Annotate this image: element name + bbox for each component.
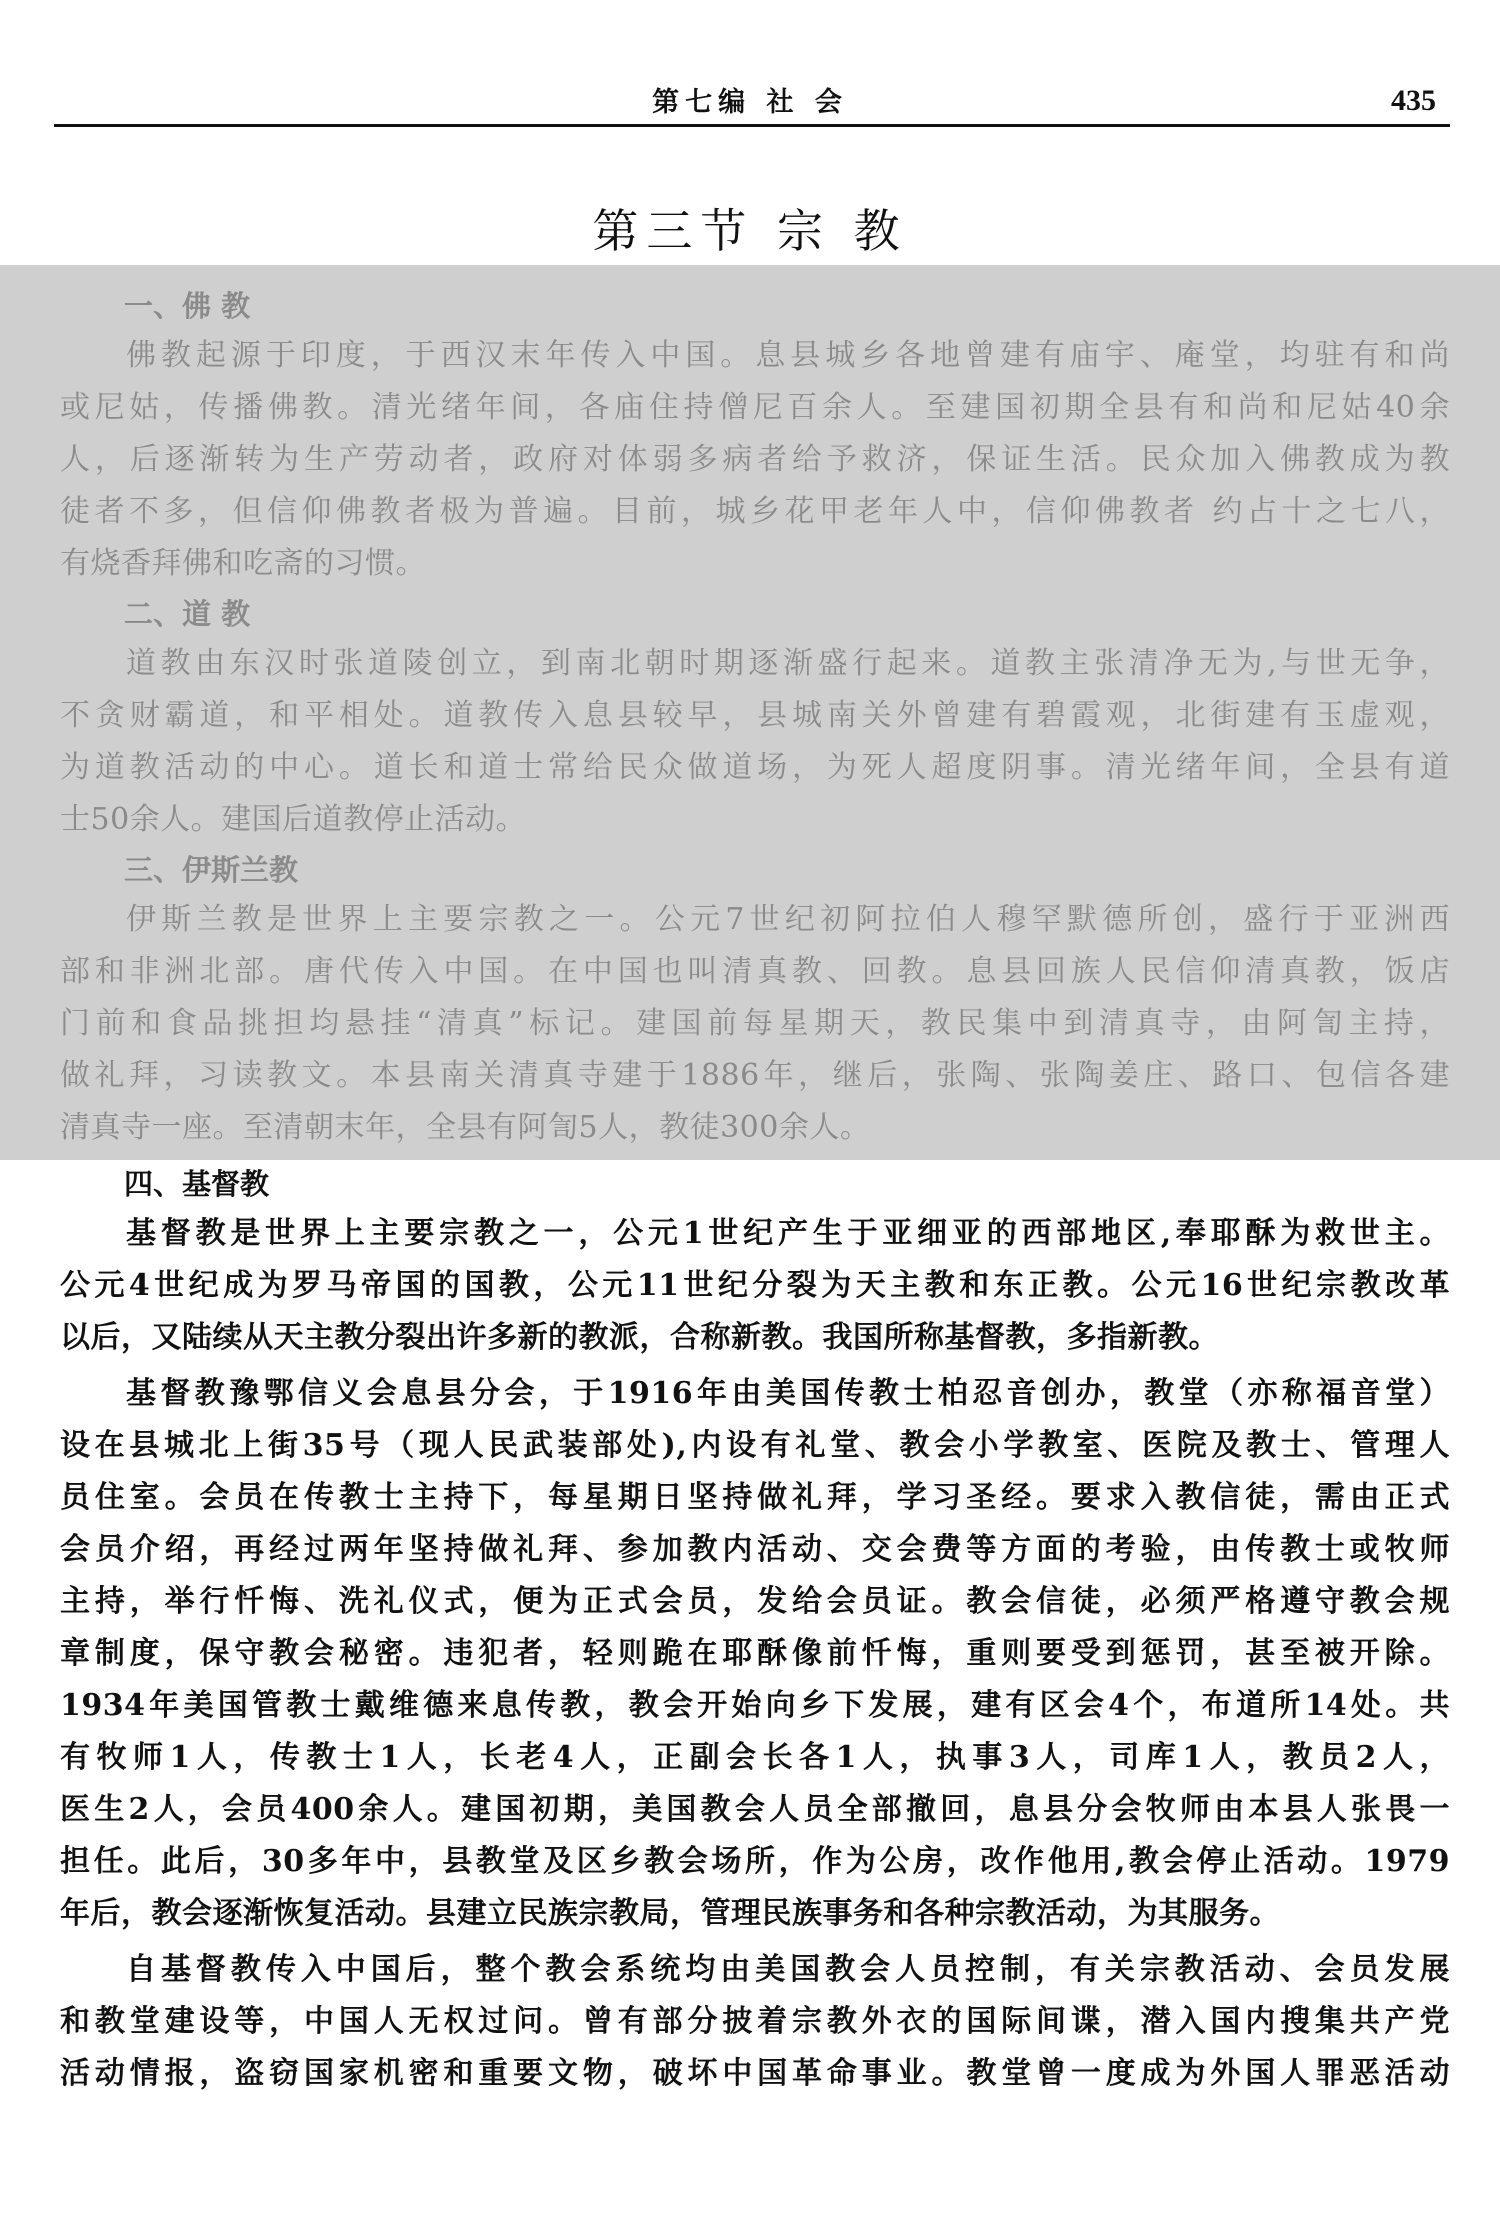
header-rule (54, 124, 1450, 127)
text-line: 设在县城北上街35号（现人民武装部处),内设有礼堂、教会小学教室、医院及教士、管理人 (60, 1428, 1450, 1463)
text-line: 公元4世纪成为罗马帝国的国教，公元11世纪分裂为天主教和东正教。公元16世纪宗教改革 (60, 1268, 1450, 1303)
text-line: 章制度，保守教会秘密。违犯者，轻则跪在耶酥像前忏悔，重则要受到惩罚，甚至被开除。 (60, 1636, 1450, 1671)
text-line: 担任。此后，30多年中，县教堂及区乡教会场所，作为公房，改作他用,教会停止活动。1979 (60, 1844, 1450, 1879)
text-line: 佛教起源于印度，于西汉末年传入中国。息县城乡各地曾建有庙宇、庵堂，均驻有和尚 (126, 338, 1450, 373)
text-line: 年后，教会逐渐恢复活动。县建立民族宗教局，管理民族事务和各种宗教活动，为其服务。 (60, 1896, 1280, 1931)
page-header (0, 0, 1500, 130)
text-line: 1934年美国管教士戴维德来息传教，教会开始向乡下发展，建有区会4个，布道所14处。共 (60, 1688, 1450, 1723)
section-title: 第三节 宗 教 (592, 204, 908, 258)
text-line: 门前和食品挑担均悬挂“清真”标记。建国前每星期天，教民集中到清真寺，由阿訇主持， (60, 1006, 1450, 1041)
text-line: 人，后逐渐转为生产劳动者，政府对体弱多病者给予救济，保证生活。民众加入佛教成为教 (60, 442, 1450, 477)
text-line: 伊斯兰教是世界上主要宗教之一。公元7世纪初阿拉伯人穆罕默德所创，盛行于亚洲西 (126, 902, 1450, 937)
text-line: 自基督教传入中国后，整个教会系统均由美国教会人员控制，有关宗教活动、会员发展 (126, 1952, 1450, 1987)
text-line: 员住室。会员在传教士主持下，每星期日坚持做礼拜，学习圣经。要求入教信徒，需由正式 (60, 1480, 1450, 1515)
text-line: 主持，举行忏悔、洗礼仪式，便为正式会员，发给会员证。教会信徒，必须严格遵守教会规 (60, 1584, 1450, 1619)
text-line: 以后，又陆续从天主教分裂出许多新的教派，合称新教。我国所称基督教，多指新教。 (60, 1320, 1219, 1355)
text-line: 徒者不多，但信仰佛教者极为普遍。目前，城乡花甲老年人中，信仰佛教者 约占十之七八， (60, 494, 1450, 529)
text-line: 道教由东汉时张道陵创立，到南北朝时期逐渐盛行起来。道教主张清净无为,与世无争， (126, 646, 1450, 681)
heading-taoism: 二、道 教 (124, 597, 251, 631)
text-line: 有烧香拜佛和吃斋的习惯。 (60, 546, 426, 581)
heading-islam: 三、伊斯兰教 (124, 853, 299, 887)
text-line: 基督教是世界上主要宗教之一，公元1世纪产生于亚细亚的西部地区,奉耶酥为救世主。 (126, 1216, 1450, 1251)
text-line: 士50余人。建国后道教停止活动。 (60, 802, 527, 837)
text-line: 有牧师1人，传教士1人，长老4人，正副会长各1人，执事3人，司库1人，教员2人， (60, 1740, 1450, 1775)
text-line: 为道教活动的中心。道长和道士常给民众做道场，为死人超度阴事。清光绪年间，全县有道 (60, 750, 1450, 785)
running-head: 第七编 社 会 (652, 87, 848, 118)
heading-christianity: 四、基督教 (124, 1167, 270, 1201)
text-line: 和教堂建设等，中国人无权过问。曾有部分披着宗教外衣的国际间谍，潜入国内搜集共产党 (60, 2004, 1450, 2039)
text-line: 清真寺一座。至清朝末年，全县有阿訇5人，教徒300余人。 (60, 1110, 871, 1145)
text-line: 基督教豫鄂信义会息县分会，于1916年由美国传教士柏忍音创办，教堂（亦称福音堂） (126, 1376, 1450, 1411)
text-line: 会员介绍，再经过两年坚持做礼拜、参加教内活动、交会费等方面的考验，由传教士或牧师 (60, 1532, 1450, 1567)
heading-buddhism: 一、佛 教 (124, 289, 251, 323)
page-number: 435 (1391, 84, 1436, 117)
text-line: 做礼拜，习读教文。本县南关清真寺建于1886年，继后，张陶、张陶姜庄、路口、包信各建 (60, 1058, 1450, 1093)
text-line: 不贪财霸道，和平相处。道教传入息县较早，县城南关外曾建有碧霞观，北街建有玉虚观， (60, 698, 1450, 733)
text-line: 或尼姑，传播佛教。清光绪年间，各庙住持僧尼百余人。至建国初期全县有和尚和尼姑40余 (60, 390, 1450, 425)
text-line: 部和非洲北部。唐代传入中国。在中国也叫清真教、回教。息县回族人民信仰清真教，饭店 (60, 954, 1450, 989)
text-line: 活动情报，盗窃国家机密和重要文物，破坏中国革命事业。教堂曾一度成为外国人罪恶活动 (60, 2056, 1450, 2091)
text-line: 医生2人，会员400余人。建国初期，美国教会人员全部撤回，息县分会牧师由本县人张畏一 (60, 1792, 1450, 1827)
